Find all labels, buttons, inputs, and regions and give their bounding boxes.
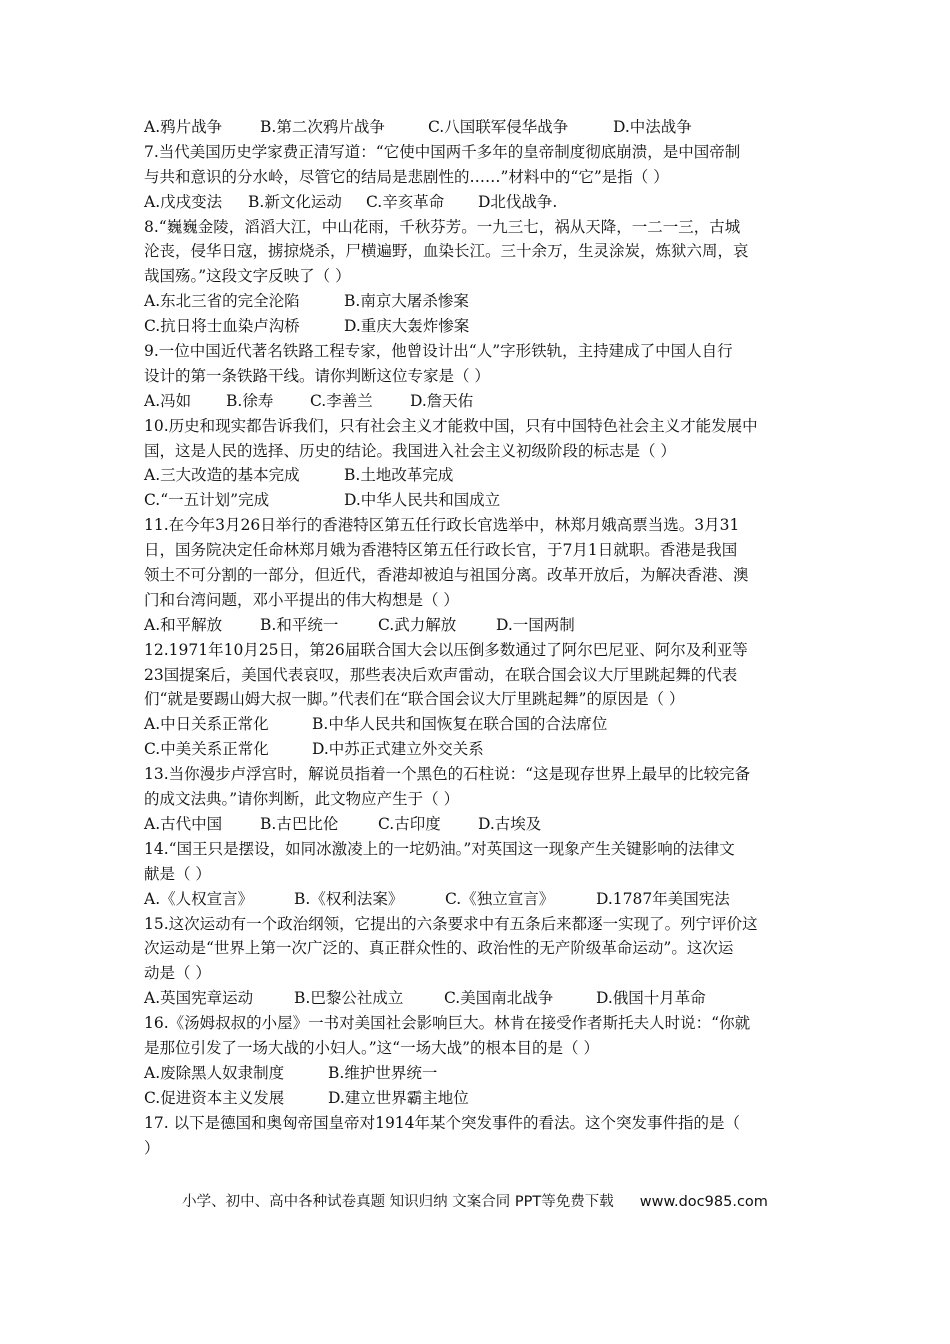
q11-option-d: D.一国两制 <box>496 615 575 634</box>
q15-options <box>144 986 810 1011</box>
q8-option-d: D.重庆大轰炸惨案 <box>344 317 470 336</box>
q8-option-a: A.东北三省的完全沦陷 <box>144 292 300 311</box>
q6-options <box>144 115 810 140</box>
q9-options <box>144 389 810 414</box>
q15-option-b: B.巴黎公社成立 <box>294 989 404 1008</box>
q8-stem-line: 沦丧，侵华日寇，掳掠烧杀，尸横遍野，血染长江。三十余万，生灵涂炭，炼狱六周，哀 <box>144 242 749 261</box>
q9-stem-line: 9.一位中国近代著名铁路工程专家，他曾设计出“人”字形铁轨，主持建成了中国人自行 <box>144 342 733 361</box>
q16-option-c: C.促进资本主义发展 <box>144 1088 285 1107</box>
page-footer <box>0 1190 950 1211</box>
q9-option-c: C.李善兰 <box>310 391 373 410</box>
q10-option-b: B.土地改革完成 <box>344 466 454 485</box>
q15-stem-line: 动是（ ） <box>144 964 211 983</box>
q12-stem-line: 23国提案后，美国代表哀叹，那些表决后欢声雷动，在联合国会议大厅里跳起舞的代表 <box>144 665 738 684</box>
q13-stem-line: 的成文法典。”请你判断，此文物应产生于（ ） <box>144 790 460 809</box>
q9-option-d: D.詹天佑 <box>410 391 474 410</box>
q9-option-b: B.徐寿 <box>226 391 274 410</box>
q12-stem-line: 12.1971年10月25日，第26届联合国大会以压倒多数通过了阿尔巴尼亚、阿尔及利亚等 <box>144 640 748 659</box>
q11-stem-line: 日，国务院决定任命林郑月娥为香港特区第五任行政长官，于7月1日就职。香港是我国 <box>144 541 738 560</box>
q9-option-a: A.冯如 <box>144 391 192 410</box>
q12-option-a: A.中日关系正常化 <box>144 715 269 734</box>
q15-option-a: A.英国宪章运动 <box>144 989 254 1008</box>
q7-stem-line: 7.当代美国历史学家费正清写道：“它使中国两千多年的皇帝制度彻底崩溃，是中国帝制 <box>144 142 741 161</box>
q11-stem-line: 门和台湾问题，邓小平提出的伟大构想是（ ） <box>144 590 459 609</box>
q12-option-d: D.中苏正式建立外交关系 <box>312 740 484 759</box>
q13-option-c: C.古印度 <box>378 814 441 833</box>
q14-stem-line: 献是（ ） <box>144 864 211 883</box>
q13-option-d: D.古埃及 <box>478 814 542 833</box>
q10-option-a: A.三大改造的基本完成 <box>144 466 300 485</box>
q11-stem-line: 11.在今年3月26日举行的香港特区第五任行政长官选举中，林郑月娥高票当选。3月31 <box>144 516 740 535</box>
q17-stem-line: 17. 以下是德国和奥匈帝国皇帝对1914年某个突发事件的看法。这个突发事件指的是（ <box>144 1113 741 1132</box>
q8-options-row <box>144 314 810 339</box>
q10-option-c: C.“一五计划”完成 <box>144 491 270 510</box>
q13-option-a: A.古代中国 <box>144 814 223 833</box>
q8-stem-line: 哉国殇。”这段文字反映了（ ） <box>144 267 351 286</box>
q6-option-b: B.第二次鸦片战争 <box>260 118 385 136</box>
q16-stem-line: 16.《汤姆叔叔的小屋》一书对美国社会影响巨大。林肯在接受作者斯托夫人时说：“你就 <box>144 1014 751 1033</box>
q15-stem-line: 次运动是“世界上第一次广泛的、真正群众性的、政治性的无产阶级革命运动”。这次运 <box>144 939 734 958</box>
q11-stem-line: 领土不可分割的一部分，但近代，香港却被迫与祖国分离。改革开放后，为解决香港、澳 <box>144 566 749 585</box>
q8-stem-line: 8.“巍巍金陵，滔滔大江，中山花雨，千秋芬芳。一九三七，祸从天降，一二一三，古城 <box>144 217 741 236</box>
q14-options <box>144 887 810 912</box>
q11-option-b: B.和平统一 <box>260 615 339 634</box>
q14-option-b: B.《权利法案》 <box>294 889 404 908</box>
q11-options <box>144 613 810 638</box>
q10-options-row <box>144 488 810 513</box>
q6-option-a: A.鸦片战争 <box>144 118 223 136</box>
q12-options-row <box>144 737 810 762</box>
q10-stem-line: 10.历史和现实都告诉我们，只有社会主义才能救中国，只有中国特色社会主义才能发展中 <box>144 416 758 435</box>
q10-stem-line: 国，这是人民的选择、历史的结论。我国进入社会主义初级阶段的标志是（ ） <box>144 441 676 460</box>
q17-stem-line: ） <box>144 1138 160 1157</box>
q7-stem-line: 与共和意识的分水岭，尽管它的结局是悲剧性的……”材料中的“它”是指（ ） <box>144 167 669 186</box>
q12-stem-line: 们“就是要踢山姆大叔一脚。”代表们在“联合国会议大厅里跳起舞”的原因是（ ） <box>144 690 685 709</box>
q16-options-row <box>144 1086 810 1111</box>
q15-option-c: C.美国南北战争 <box>444 989 554 1008</box>
q6-option-c: C.八国联军侵华战争 <box>428 118 569 136</box>
footer-url[interactable]: www.doc985.com <box>639 1194 768 1210</box>
q12-option-b: B.中华人民共和国恢复在联合国的合法席位 <box>312 715 608 734</box>
q12-option-c: C.中美关系正常化 <box>144 740 269 759</box>
q15-stem-line: 15.这次运动有一个政治纲领，它提出的六条要求中有五条后来都逐一实现了。列宁评价这 <box>144 914 758 933</box>
q7-option-d: D北伐战争. <box>478 192 558 211</box>
q13-stem-line: 13.当你漫步卢浮宫时，解说员指着一个黑色的石柱说：“这是现存世界上最早的比较完备 <box>144 765 751 784</box>
q16-option-d: D.建立世界霸主地位 <box>328 1088 469 1107</box>
q7-options <box>144 190 810 215</box>
q8-option-b: B.南京大屠杀惨案 <box>344 292 469 311</box>
q7-option-c: C.辛亥革命 <box>366 192 445 211</box>
q16-option-a: A.废除黑人奴隶制度 <box>144 1063 285 1082</box>
q14-option-a: A.《人权宣言》 <box>144 889 254 908</box>
q16-option-b: B.维护世界统一 <box>328 1063 438 1082</box>
q8-option-c: C.抗日将士血染卢沟桥 <box>144 317 300 336</box>
footer-text: 小学、初中、高中各种试卷真题 知识归纳 文案合同 PPT等免费下载 <box>182 1194 614 1210</box>
q14-option-d: D.1787年美国宪法 <box>596 889 730 908</box>
q12-options-row <box>144 712 810 737</box>
q13-option-b: B.古巴比伦 <box>260 814 339 833</box>
q15-option-d: D.俄国十月革命 <box>596 989 706 1008</box>
q7-option-b: B.新文化运动 <box>248 192 342 211</box>
q10-options-row <box>144 463 810 488</box>
q7-option-a: A.戊戌变法 <box>144 192 223 211</box>
q9-stem-line: 设计的第一条铁路干线。请你判断这位专家是（ ） <box>144 366 490 385</box>
q11-option-c: C.武力解放 <box>378 615 457 634</box>
q6-option-d: D.中法战争 <box>613 118 692 136</box>
question-list <box>144 115 810 1160</box>
q8-options-row <box>144 289 810 314</box>
q16-options-row <box>144 1061 810 1086</box>
q14-stem-line: 14.“国王只是摆设，如同冰激凌上的一坨奶油。”对英国这一现象产生关键影响的法律文 <box>144 839 735 858</box>
q11-option-a: A.和平解放 <box>144 615 223 634</box>
q10-option-d: D.中华人民共和国成立 <box>344 491 501 510</box>
q13-options <box>144 812 810 837</box>
q16-stem-line: 是那位引发了一场大战的小妇人。”这“一场大战”的根本目的是（ ） <box>144 1038 599 1057</box>
q14-option-c: C.《独立宣言》 <box>445 889 555 908</box>
